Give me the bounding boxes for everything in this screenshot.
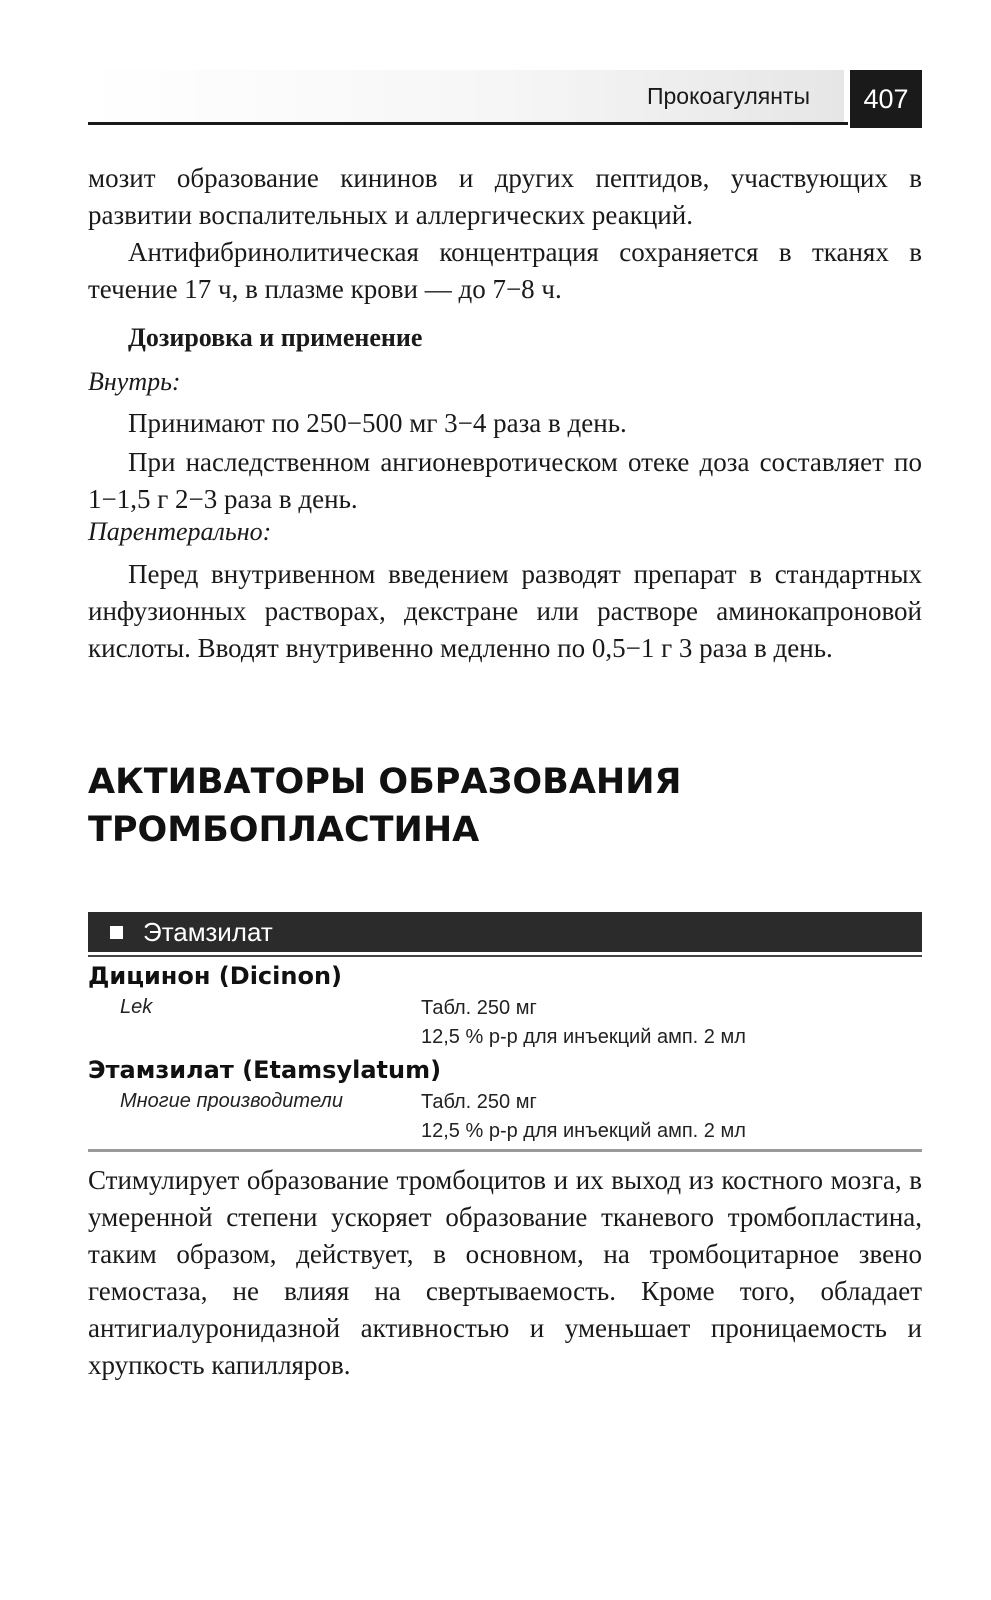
running-head: Прокоагулянты xyxy=(646,83,810,109)
page-header xyxy=(88,70,922,128)
manufacturer-etamsylatum: Многие производители xyxy=(120,1090,343,1112)
header-rule xyxy=(88,122,848,125)
section-title-line1: АКТИВАТОРЫ ОБРАЗОВАНИЯ xyxy=(88,762,682,802)
drug-description: Стимулирует образование тромбоцитов и их выход из костного мозга, в умеренной степени ускоряет образование тканевого тромбопластина, таким образом, действует, в основном, на тромбоцитарное звено гемостаза, не влияя на свертываемость. Кроме того, обладает антигиалуронидазной активностью и уменьшает проницаемость и хрупкость капилляров. xyxy=(88,1165,922,1380)
paragraph-antifibrinolytic: Антифибринолитическая концентрация сохраняется в тканях в течение 17 ч, в плазме крови — до 7−8 ч. xyxy=(88,237,922,304)
drug-table-bottom-rule xyxy=(88,1149,922,1152)
paragraph-continuation: мозит образование кининов и других пептидов, участвующих в развитии воспалительных и аллергических реакций. xyxy=(88,163,922,230)
drug-group-name: Этамзилат xyxy=(143,917,273,947)
square-bullet-icon xyxy=(110,926,123,939)
drug-table-top-rule xyxy=(88,955,922,957)
section-title xyxy=(88,758,922,854)
drug-group-bar xyxy=(88,912,922,952)
form-etamsylatum-injection: 12,5 % р-р для инъекций амп. 2 мл xyxy=(421,1120,746,1142)
paragraph-angioedema-dose: При наследственном ангионевротическом отеке доза составляет по 1−1,5 г 2−3 раза в день. xyxy=(88,447,922,514)
section-title-line2: ТРОМБОПЛАСТИНА xyxy=(88,810,480,850)
trade-name-etamsylatum: Этамзилат (Etamsylatum) xyxy=(88,1056,442,1084)
paragraph-oral-dose: Принимают по 250−500 мг 3−4 раза в день. xyxy=(128,408,627,438)
manufacturer-dicinon: Lek xyxy=(120,996,153,1018)
form-dicinon-tablet: Табл. 250 мг xyxy=(421,997,537,1019)
route-parenteral-label: Парентерально: xyxy=(88,517,272,546)
form-dicinon-injection: 12,5 % р-р для инъекций амп. 2 мл xyxy=(421,1026,746,1048)
trade-name-dicinon: Дицинон (Dicinon) xyxy=(88,962,343,990)
form-etamsylatum-tablet: Табл. 250 мг xyxy=(421,1091,537,1113)
page-number: 407 xyxy=(850,70,922,128)
paragraph-parenteral-dose: Перед внутривенном введением разводят препарат в стандартных инфузионных растворах, декстране или растворе аминокапроновой кислоты. Вводят внутривенно медленно по 0,5−1 г 3 раза в день. xyxy=(88,559,922,663)
route-oral-label: Внутрь: xyxy=(88,367,181,396)
dosage-heading: Дозировка и применение xyxy=(128,323,423,352)
